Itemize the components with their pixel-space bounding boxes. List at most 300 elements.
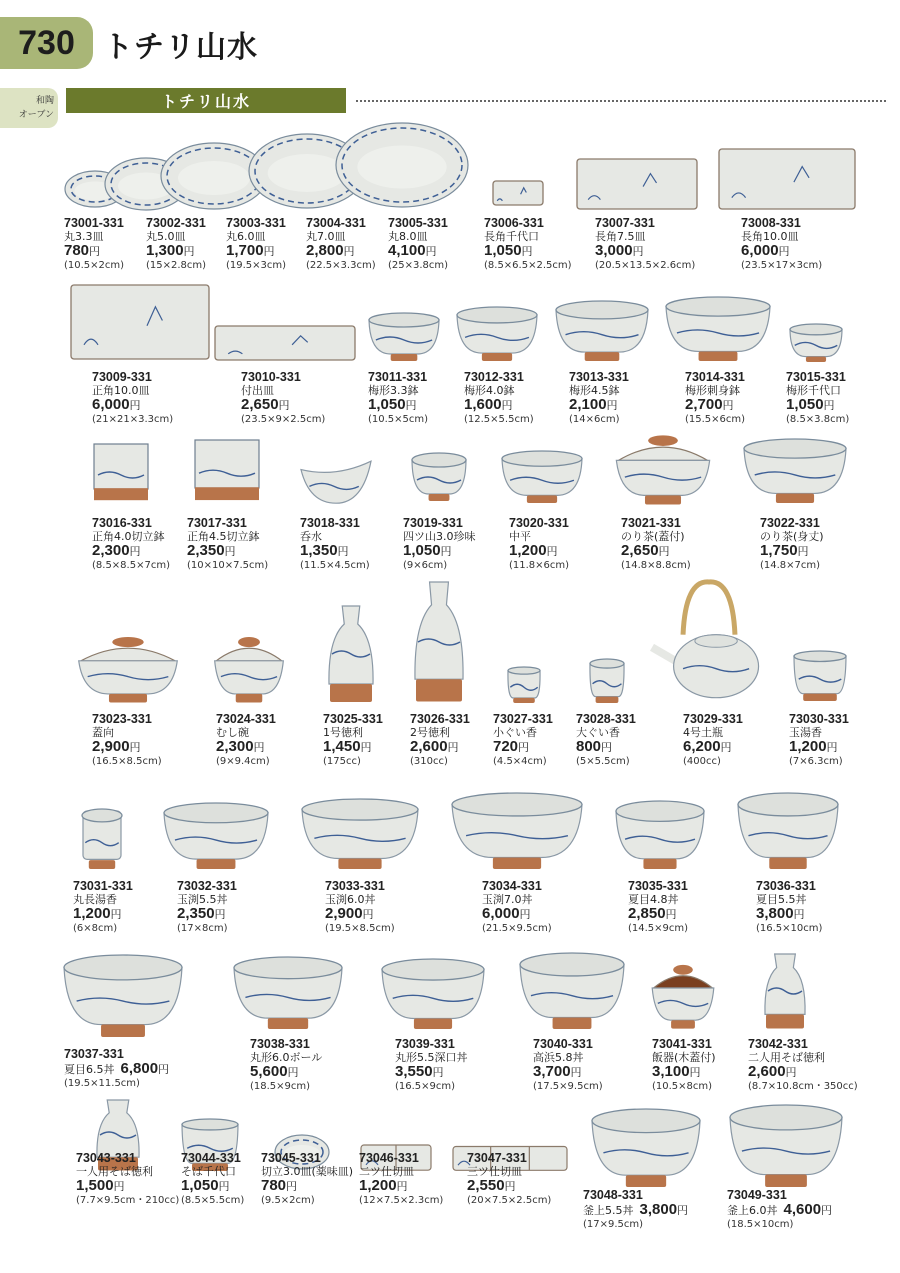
product-size: (20.5×13.5×2.6cm) [595, 260, 696, 271]
product-item[interactable] [92, 712, 162, 768]
product-size: (23.5×9×2.5cm) [241, 414, 326, 425]
product-item[interactable] [323, 712, 383, 768]
product-item[interactable] [250, 1037, 322, 1093]
product-image[interactable] [590, 1108, 702, 1188]
product-code: 73001-331 [64, 216, 124, 230]
product-price [300, 543, 370, 560]
page-number: 730 [0, 17, 93, 69]
product-price [92, 543, 170, 560]
product-image[interactable] [335, 122, 469, 208]
product-size: (21.5×9.5cm) [482, 923, 552, 934]
price-value: 3,550 [395, 1063, 433, 1080]
product-name: 高浜5.8丼 [533, 1051, 584, 1064]
price-value: 4,600 [783, 1201, 822, 1218]
product-name: 4号土瓶 [683, 726, 723, 739]
product-name: 四ツ山3.0珍味 [403, 530, 476, 543]
yen-unit: 円 [362, 908, 374, 921]
category-tab[interactable] [0, 88, 58, 128]
product-image[interactable] [232, 956, 344, 1030]
yen-unit: 円 [665, 908, 677, 921]
product-size: (12×7.5×2.3cm) [359, 1195, 444, 1206]
product-name: 付出皿 [241, 384, 274, 397]
product-size: (14.8×8.8cm) [621, 560, 691, 571]
product-item[interactable] [410, 712, 470, 768]
product-size: (23.5×17×3cm) [741, 260, 823, 271]
product-price [482, 906, 552, 923]
product-name: 丸長湯香 [73, 893, 117, 906]
product-item[interactable] [177, 879, 237, 935]
yen-unit: 円 [158, 1063, 170, 1076]
product-name: 長角7.5皿 [595, 230, 646, 243]
product-code: 73045-331 [261, 1151, 321, 1165]
product-item[interactable] [395, 1037, 468, 1093]
product-item[interactable] [760, 516, 824, 572]
product-code: 73021-331 [621, 516, 681, 530]
yen-unit: 円 [501, 399, 513, 412]
product-image[interactable] [326, 604, 376, 704]
product-name: 梅形3.3鉢 [368, 384, 419, 397]
product-name: 梅形4.0鉢 [464, 384, 515, 397]
product-price [92, 397, 173, 414]
product-size: (10×10×7.5cm) [187, 560, 269, 571]
product-price [621, 543, 691, 560]
product-item[interactable] [241, 370, 325, 426]
product-item[interactable] [509, 516, 569, 572]
yen-unit: 円 [519, 908, 531, 921]
product-price [181, 1178, 244, 1195]
product-size: (17×8cm) [177, 923, 228, 934]
product-name: 呑水 [300, 530, 322, 543]
yen-unit: 円 [214, 908, 226, 921]
yen-unit: 円 [785, 1066, 797, 1079]
product-image[interactable] [718, 148, 856, 210]
product-item[interactable] [652, 1037, 716, 1093]
price-value: 3,000 [595, 242, 633, 259]
name-price-row [727, 1202, 832, 1219]
product-code: 73036-331 [756, 879, 816, 893]
product-name: 丸8.0皿 [388, 230, 428, 243]
product-item[interactable] [300, 516, 370, 572]
product-item[interactable] [64, 216, 124, 272]
product-name: 梅形刺身鉢 [685, 384, 740, 397]
product-image[interactable] [298, 450, 374, 506]
product-code: 73038-331 [250, 1037, 310, 1051]
product-item[interactable] [727, 1188, 832, 1231]
yen-unit: 円 [129, 399, 141, 412]
yen-unit: 円 [778, 245, 790, 258]
product-size: (14.8×7cm) [760, 560, 821, 571]
product-code: 73044-331 [181, 1151, 241, 1165]
product-item[interactable] [482, 879, 552, 935]
product-price [576, 739, 636, 756]
product-name: 長角10.0皿 [741, 230, 799, 243]
product-image[interactable] [728, 1104, 844, 1188]
product-image[interactable] [367, 312, 441, 362]
product-item[interactable] [359, 1151, 443, 1207]
product-size: (400cc) [683, 756, 721, 767]
price-value: 2,100 [569, 396, 607, 413]
product-price [76, 1178, 179, 1195]
price-value: 2,300 [216, 738, 254, 755]
price-value: 780 [64, 242, 90, 259]
yen-unit: 円 [793, 908, 805, 921]
price-value: 2,350 [177, 905, 215, 922]
product-image[interactable] [210, 632, 288, 704]
product-code: 73017-331 [187, 516, 247, 530]
price-value: 3,800 [756, 905, 794, 922]
product-item[interactable] [756, 879, 822, 935]
product-size: (16.5×10cm) [756, 923, 823, 934]
product-price [748, 1064, 858, 1081]
product-size: (16.5×9cm) [395, 1081, 456, 1092]
product-item[interactable] [73, 879, 133, 935]
yen-unit: 円 [677, 1204, 689, 1217]
product-code: 73007-331 [595, 216, 655, 230]
price-value: 4,100 [388, 242, 426, 259]
yen-unit: 円 [821, 1204, 833, 1217]
product-image[interactable] [70, 284, 210, 360]
product-image[interactable] [380, 958, 486, 1030]
product-code: 73019-331 [403, 516, 463, 530]
product-name: 玉渕5.5丼 [177, 893, 228, 906]
product-size: (20×7.5×2.5cm) [467, 1195, 552, 1206]
product-item[interactable] [146, 216, 206, 272]
product-size: (10.5×8cm) [652, 1081, 713, 1092]
price-value: 3,100 [652, 1063, 690, 1080]
price-value: 1,050 [786, 396, 824, 413]
product-code: 73002-331 [146, 216, 206, 230]
section-title-bar: トチリ山水 [66, 88, 346, 113]
product-price [216, 739, 276, 756]
product-size: (18.5×10cm) [727, 1219, 794, 1230]
product-item[interactable] [683, 712, 743, 768]
product-code: 73032-331 [177, 879, 237, 893]
price-value: 1,600 [464, 396, 502, 413]
product-code: 73031-331 [73, 879, 133, 893]
price-value: 1,700 [226, 242, 264, 259]
product-size: (4.5×4cm) [493, 756, 547, 767]
product-size: (9×9.4cm) [216, 756, 270, 767]
product-image[interactable] [506, 666, 542, 704]
yen-unit: 円 [425, 245, 437, 258]
price-value: 6,000 [482, 905, 520, 922]
product-code: 73018-331 [300, 516, 360, 530]
product-code: 73028-331 [576, 712, 636, 726]
product-image[interactable] [614, 800, 706, 870]
product-size: (5×5.5cm) [576, 756, 630, 767]
product-item[interactable] [569, 370, 629, 426]
price-value: 3,700 [533, 1063, 571, 1080]
product-image[interactable] [193, 438, 261, 502]
product-price [395, 1064, 468, 1081]
dotted-divider [356, 100, 886, 102]
product-code: 73040-331 [533, 1037, 593, 1051]
product-image[interactable] [742, 438, 848, 504]
product-image[interactable] [450, 792, 584, 870]
product-image[interactable] [576, 158, 698, 210]
product-size: (8.7×10.8cm・350cc) [748, 1081, 858, 1092]
product-price [640, 1202, 689, 1219]
yen-unit: 円 [224, 545, 236, 558]
product-size: (6×8cm) [73, 923, 118, 934]
product-size: (7.7×9.5cm・210cc) [76, 1195, 180, 1206]
product-image[interactable] [554, 300, 650, 362]
product-name: 釜上6.0丼 [727, 1204, 778, 1217]
product-image[interactable] [650, 578, 768, 704]
product-price [92, 739, 162, 756]
yen-unit: 円 [823, 399, 835, 412]
yen-unit: 円 [447, 741, 459, 754]
product-size: (10.5×2cm) [64, 260, 125, 271]
product-code: 73020-331 [509, 516, 569, 530]
product-item[interactable] [493, 712, 553, 768]
product-code: 73013-331 [569, 370, 629, 384]
product-size: (14.5×9cm) [628, 923, 689, 934]
yen-unit: 円 [521, 245, 533, 258]
product-price [403, 543, 476, 560]
product-item[interactable] [786, 370, 849, 426]
product-item[interactable] [216, 712, 276, 768]
product-code: 73008-331 [741, 216, 801, 230]
product-item[interactable] [533, 1037, 603, 1093]
product-item[interactable] [181, 1151, 244, 1207]
product-size: (7×6.3cm) [789, 756, 843, 767]
product-name: 長角千代口 [484, 230, 539, 243]
product-item[interactable] [583, 1188, 688, 1231]
product-size: (15.5×6cm) [685, 414, 746, 425]
product-price [484, 243, 572, 260]
product-name: 正角4.0切立鉢 [92, 530, 165, 543]
product-name: 飯器(木蓋付) [652, 1051, 716, 1064]
product-size: (19.5×11.5cm) [64, 1078, 140, 1089]
price-value: 2,800 [306, 242, 344, 259]
product-price [569, 397, 629, 414]
yen-unit: 円 [286, 1180, 298, 1193]
product-image[interactable] [214, 325, 356, 361]
product-name: 正角4.5切立鉢 [187, 530, 260, 543]
product-code: 73046-331 [359, 1151, 419, 1165]
price-value: 1,050 [484, 242, 522, 259]
product-image[interactable] [300, 798, 420, 870]
product-image[interactable] [80, 808, 124, 870]
product-image[interactable] [62, 954, 184, 1038]
price-value: 2,350 [187, 542, 225, 559]
yen-unit: 円 [518, 741, 530, 754]
product-item[interactable] [484, 216, 572, 272]
product-size: (17.5×9.5cm) [533, 1081, 603, 1092]
product-code: 73011-331 [368, 370, 428, 384]
price-value: 2,850 [628, 905, 666, 922]
product-image[interactable] [610, 430, 716, 506]
yen-unit: 円 [658, 545, 670, 558]
product-name: 丸6.0皿 [226, 230, 266, 243]
product-price [789, 739, 849, 756]
product-image[interactable] [455, 306, 539, 362]
product-name: 中平 [509, 530, 531, 543]
product-size: (14×6cm) [569, 414, 620, 425]
product-item[interactable] [403, 516, 476, 572]
product-price [64, 243, 124, 260]
product-item[interactable] [64, 1047, 169, 1090]
product-price [410, 739, 470, 756]
product-name: 玉湯香 [789, 726, 822, 739]
product-price [509, 543, 569, 560]
product-name: 切立3.0皿(薬味皿) [261, 1165, 354, 1178]
product-item[interactable] [595, 216, 695, 272]
price-value: 2,600 [748, 1063, 786, 1080]
product-item[interactable] [76, 1151, 179, 1207]
product-item[interactable] [789, 712, 849, 768]
product-item[interactable] [621, 516, 691, 572]
product-image[interactable] [788, 323, 844, 363]
product-size: (10.5×5cm) [368, 414, 429, 425]
product-item[interactable] [325, 879, 395, 935]
page-title: トチリ山水 [103, 30, 258, 65]
product-image[interactable] [588, 658, 626, 704]
category-tab-line2: オーブン [18, 110, 54, 120]
product-item[interactable] [748, 1037, 858, 1093]
yen-unit: 円 [689, 1066, 701, 1079]
yen-unit: 円 [89, 245, 101, 258]
product-item[interactable] [368, 370, 428, 426]
yen-unit: 円 [287, 1066, 299, 1079]
product-image[interactable] [664, 296, 772, 362]
product-price [628, 906, 688, 923]
price-value: 2,550 [467, 1177, 505, 1194]
yen-unit: 円 [632, 245, 644, 258]
product-image[interactable] [648, 960, 718, 1030]
product-price [359, 1178, 443, 1195]
product-image[interactable] [500, 450, 584, 504]
product-image[interactable] [792, 650, 848, 702]
name-price-row [64, 1061, 169, 1078]
yen-unit: 円 [405, 399, 417, 412]
product-code: 73047-331 [467, 1151, 527, 1165]
yen-unit: 円 [440, 545, 452, 558]
product-image[interactable] [518, 952, 626, 1030]
product-image[interactable] [410, 452, 468, 502]
product-size: (15×2.8cm) [146, 260, 207, 271]
product-item[interactable] [467, 1151, 551, 1207]
product-name: 蓋向 [92, 726, 114, 739]
product-item[interactable] [464, 370, 534, 426]
product-code: 73003-331 [226, 216, 286, 230]
product-price [226, 243, 286, 260]
product-code: 73048-331 [583, 1188, 643, 1202]
product-item[interactable] [226, 216, 286, 272]
price-value: 6,800 [120, 1060, 159, 1077]
product-item[interactable] [388, 216, 448, 272]
product-item[interactable] [306, 216, 376, 272]
price-value: 2,700 [685, 396, 723, 413]
product-price [323, 739, 383, 756]
price-value: 1,750 [760, 542, 798, 559]
product-code: 73026-331 [410, 712, 470, 726]
product-price [187, 543, 268, 560]
product-item[interactable] [685, 370, 745, 426]
yen-unit: 円 [337, 545, 349, 558]
product-image[interactable] [92, 442, 150, 502]
product-code: 73014-331 [685, 370, 745, 384]
price-value: 2,650 [241, 396, 279, 413]
product-item[interactable] [576, 712, 636, 768]
product-name: 正角10.0皿 [92, 384, 150, 397]
product-size: (9×6cm) [403, 560, 448, 571]
product-item[interactable] [187, 516, 268, 572]
price-value: 1,200 [359, 1177, 397, 1194]
product-name: のり茶(蓋付) [621, 530, 685, 543]
product-code: 73006-331 [484, 216, 544, 230]
product-image[interactable] [412, 580, 466, 704]
yen-unit: 円 [570, 1066, 582, 1079]
product-size: (17×9.5cm) [583, 1219, 644, 1230]
product-name: むし碗 [216, 726, 249, 739]
product-image[interactable] [162, 802, 270, 870]
price-value: 1,050 [403, 542, 441, 559]
product-code: 73027-331 [493, 712, 553, 726]
product-code: 73049-331 [727, 1188, 787, 1202]
product-item[interactable] [92, 516, 170, 572]
yen-unit: 円 [432, 1066, 444, 1079]
product-size: (16.5×8.5cm) [92, 756, 162, 767]
product-code: 73043-331 [76, 1151, 136, 1165]
product-code: 73039-331 [395, 1037, 455, 1051]
product-code: 73035-331 [628, 879, 688, 893]
price-value: 1,350 [300, 542, 338, 559]
product-price [250, 1064, 322, 1081]
product-name: 丸形6.0ボール [250, 1051, 323, 1064]
product-price [121, 1061, 170, 1078]
product-size: (9.5×2cm) [261, 1195, 315, 1206]
price-value: 3,800 [639, 1201, 678, 1218]
yen-unit: 円 [797, 545, 809, 558]
price-value: 1,050 [368, 396, 406, 413]
product-item[interactable] [628, 879, 688, 935]
yen-unit: 円 [253, 741, 265, 754]
product-code: 73023-331 [92, 712, 152, 726]
yen-unit: 円 [263, 245, 275, 258]
product-image[interactable] [762, 952, 808, 1030]
product-image[interactable] [492, 180, 544, 206]
product-size: (12.5×5.5cm) [464, 414, 534, 425]
yen-unit: 円 [129, 741, 141, 754]
product-price [760, 543, 824, 560]
price-value: 6,200 [683, 738, 721, 755]
product-item[interactable] [261, 1151, 353, 1207]
product-image[interactable] [736, 792, 840, 870]
product-code: 73034-331 [482, 879, 542, 893]
product-item[interactable] [92, 370, 173, 426]
product-image[interactable] [72, 632, 184, 704]
product-price [146, 243, 206, 260]
yen-unit: 円 [218, 1180, 230, 1193]
yen-unit: 円 [722, 399, 734, 412]
product-code: 73022-331 [760, 516, 820, 530]
yen-unit: 円 [826, 741, 838, 754]
product-name: 二ツ仕切皿 [359, 1165, 414, 1178]
price-value: 1,200 [509, 542, 547, 559]
product-price [325, 906, 395, 923]
yen-unit: 円 [343, 245, 355, 258]
name-price-row [583, 1202, 688, 1219]
price-value: 6,000 [741, 242, 779, 259]
product-price [756, 906, 822, 923]
product-code: 73042-331 [748, 1037, 808, 1051]
product-item[interactable] [741, 216, 822, 272]
product-size: (19.5×8.5cm) [325, 923, 395, 934]
product-price [261, 1178, 353, 1195]
product-code: 73009-331 [92, 370, 152, 384]
